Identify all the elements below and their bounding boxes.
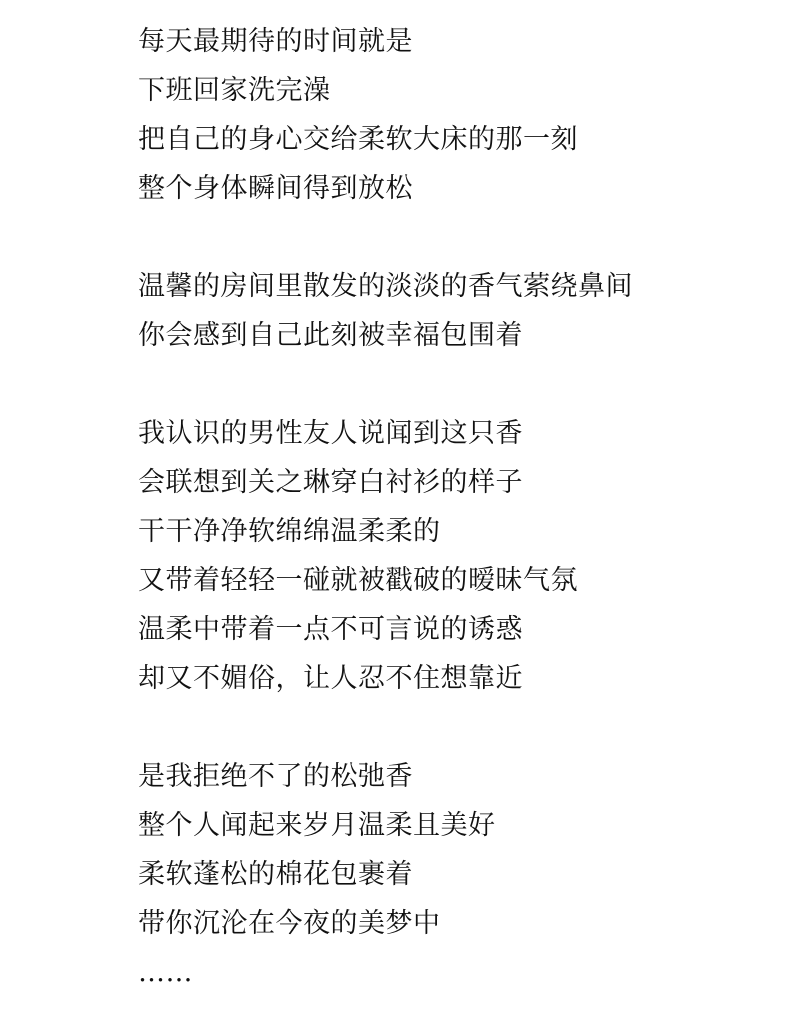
- text-line: 你会感到自己此刻被幸福包围着: [138, 320, 523, 351]
- text-line: 带你沉沦在今夜的美梦中: [138, 908, 441, 939]
- text-line: 下班回家洗完澡: [138, 75, 331, 106]
- text-line: 温馨的房间里散发的淡淡的香气萦绕鼻间: [138, 271, 633, 302]
- text-line: 我认识的男性友人说闻到这只香: [138, 418, 523, 449]
- text-line: ……: [138, 957, 193, 988]
- text-line: 每天最期待的时间就是: [138, 26, 413, 57]
- text-line: 却又不媚俗，让人忍不住想靠近: [138, 663, 523, 694]
- text-line: 柔软蓬松的棉花包裹着: [138, 859, 413, 890]
- text-line: 温柔中带着一点不可言说的诱惑: [138, 614, 523, 645]
- text-line: 又带着轻轻一碰就被戳破的暧昧气氛: [138, 565, 578, 596]
- stanza-gap: [138, 213, 758, 262]
- text-line: 整个身体瞬间得到放松: [138, 173, 413, 204]
- text-line: 整个人闻起来岁月温柔且美好: [138, 810, 496, 841]
- text-line: 是我拒绝不了的松弛香: [138, 761, 413, 792]
- text-line: 会联想到关之琳穿白衬衫的样子: [138, 467, 523, 498]
- stanza-gap: [138, 703, 758, 752]
- text-line: 把自己的身心交给柔软大床的那一刻: [138, 124, 578, 155]
- stanza-gap: [138, 360, 758, 409]
- poem-text: [138, 17, 758, 997]
- text-line: 干干净净软绵绵温柔柔的: [138, 516, 441, 547]
